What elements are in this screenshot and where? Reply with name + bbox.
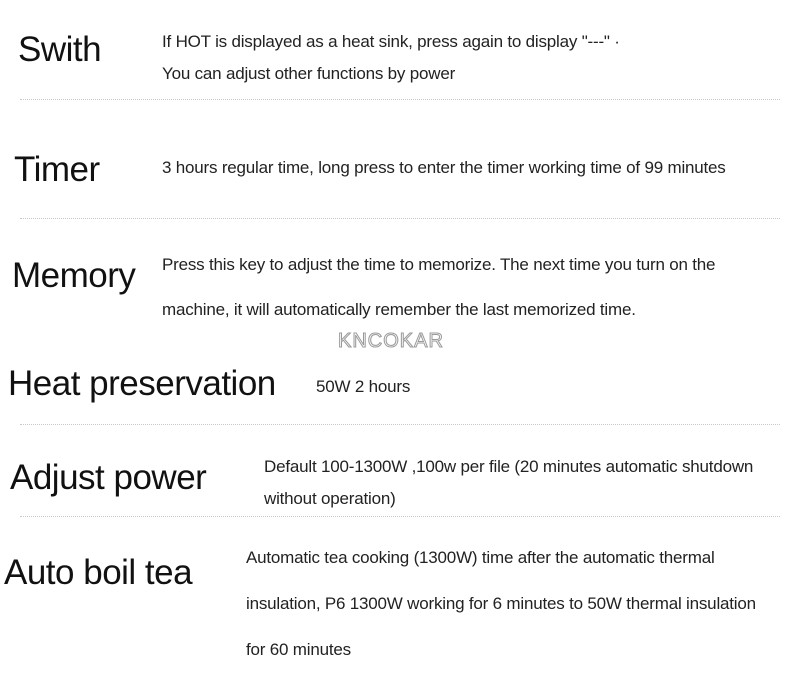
feature-desc-swith-line-2: You can adjust other functions by power	[162, 64, 456, 83]
feature-desc-timer-line-1: 3 hours regular time, long press to enter the timer working time of 99 minutes	[162, 158, 726, 177]
row-divider	[20, 218, 780, 219]
feature-desc-adjust-power-line-2: without operation)	[264, 489, 396, 508]
feature-desc-auto-boil-tea-line-3: for 60 minutes	[246, 640, 351, 659]
feature-label-timer: Timer	[14, 150, 100, 189]
brand-watermark: KNCOKAR	[338, 330, 444, 352]
row-divider	[20, 424, 780, 425]
feature-label-memory: Memory	[12, 256, 136, 295]
feature-label-auto-boil-tea: Auto boil tea	[4, 553, 193, 592]
row-divider	[20, 516, 780, 517]
feature-desc-swith-line-1: If HOT is displayed as a heat sink, press again to display "---" ·	[162, 32, 620, 51]
feature-label-swith: Swith	[18, 30, 102, 69]
feature-desc-memory-line-2: machine, it will automatically remember the last memorized time.	[162, 300, 636, 319]
feature-label-adjust-power: Adjust power	[10, 458, 207, 497]
feature-desc-memory-line-1: Press this key to adjust the time to memorize. The next time you turn on the	[162, 255, 716, 274]
feature-desc-adjust-power-line-1: Default 100-1300W ,100w per file (20 minutes automatic shutdown	[264, 457, 754, 476]
feature-desc-heat-preservation-line-1: 50W 2 hours	[316, 377, 411, 396]
feature-desc-auto-boil-tea-line-1: Automatic tea cooking (1300W) time after the automatic thermal	[246, 548, 715, 567]
row-divider	[20, 99, 780, 100]
feature-desc-auto-boil-tea-line-2: insulation, P6 1300W working for 6 minutes to 50W thermal insulation	[246, 594, 756, 613]
feature-label-heat-preservation: Heat preservation	[8, 364, 276, 403]
